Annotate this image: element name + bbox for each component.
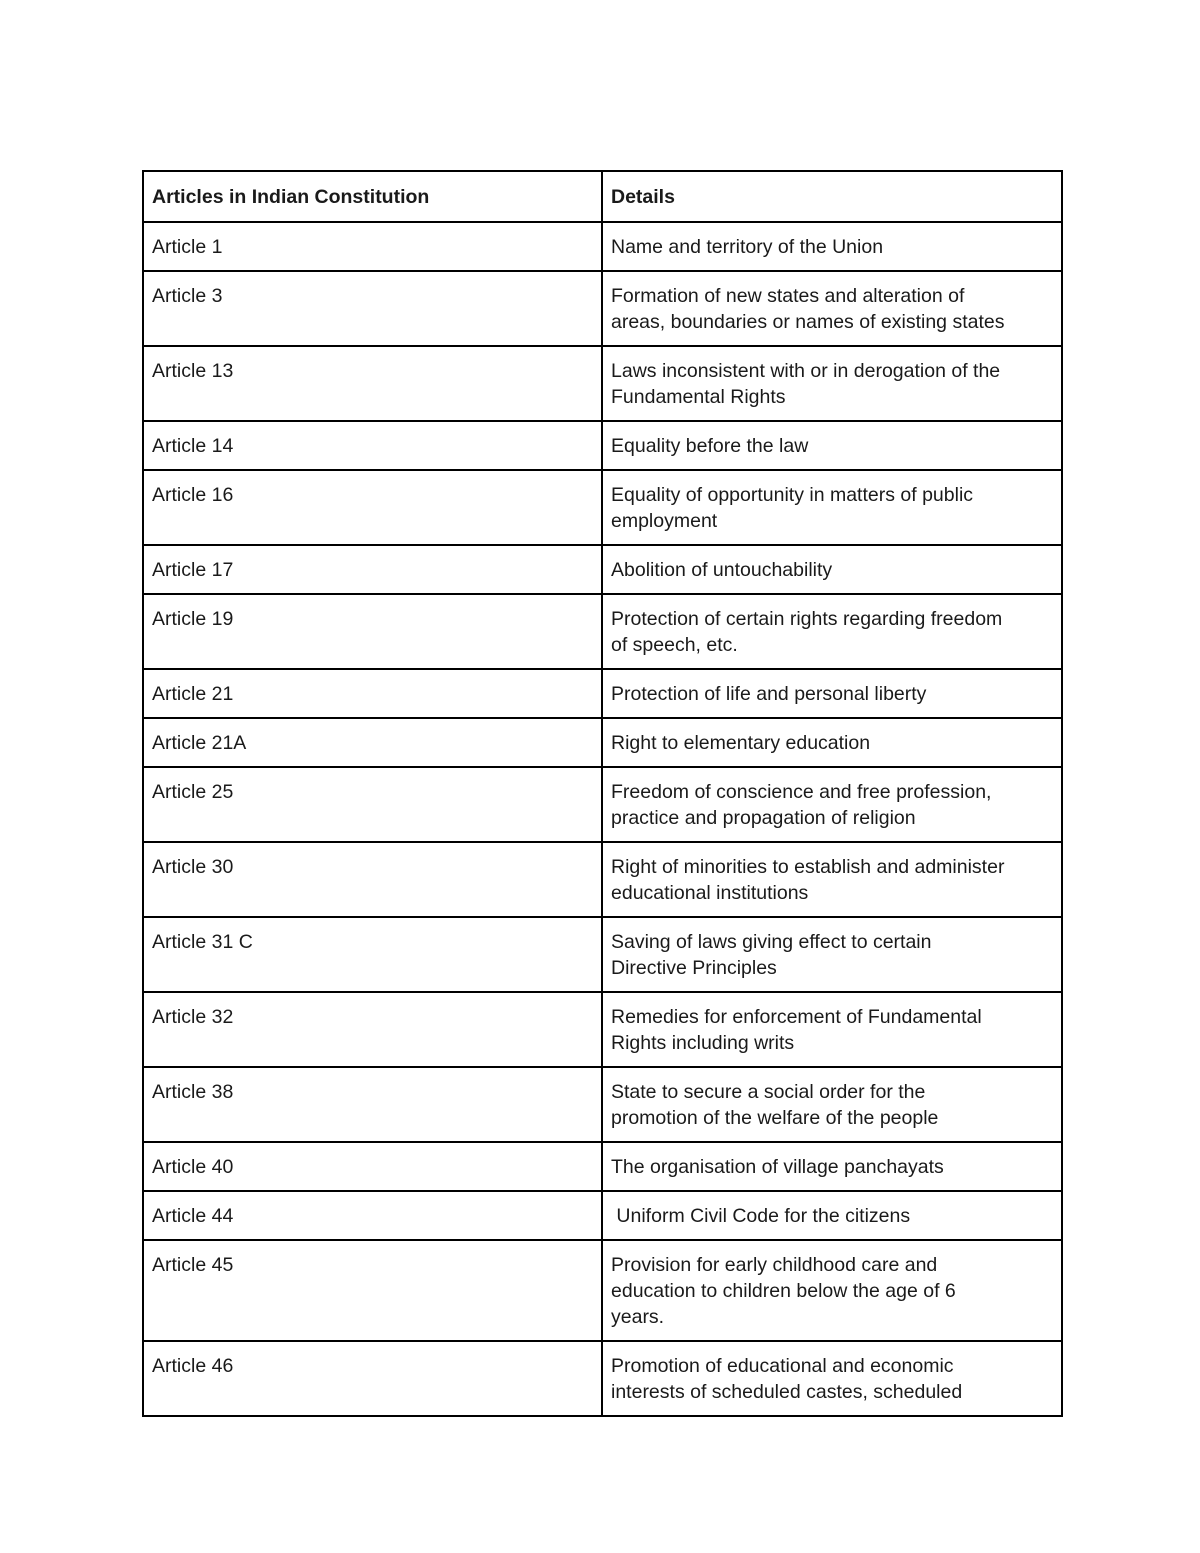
article-cell: Article 46 [143, 1341, 602, 1416]
table-row [143, 594, 1062, 669]
table-row [143, 421, 1062, 470]
details-cell: Name and territory of the Union [602, 222, 1062, 271]
table-row [143, 1191, 1062, 1240]
article-cell: Article 38 [143, 1067, 602, 1142]
article-cell: Article 45 [143, 1240, 602, 1341]
article-cell: Article 21 [143, 669, 602, 718]
header-details: Details [602, 171, 1062, 222]
table-row [143, 346, 1062, 421]
table-row [143, 718, 1062, 767]
article-cell: Article 1 [143, 222, 602, 271]
details-cell: Right of minorities to establish and administer educational institutions [602, 842, 1062, 917]
table-row [143, 669, 1062, 718]
articles-table [142, 170, 1063, 1417]
details-cell: Abolition of untouchability [602, 545, 1062, 594]
table-row [143, 917, 1062, 992]
table-row [143, 271, 1062, 346]
table-row [143, 1240, 1062, 1341]
details-cell: Provision for early childhood care and education to children below the age of 6 years. [602, 1240, 1062, 1341]
details-cell: State to secure a social order for the promotion of the welfare of the people [602, 1067, 1062, 1142]
article-cell: Article 16 [143, 470, 602, 545]
article-cell: Article 30 [143, 842, 602, 917]
article-cell: Article 3 [143, 271, 602, 346]
details-cell: Freedom of conscience and free profession, practice and propagation of religion [602, 767, 1062, 842]
details-cell: Saving of laws giving effect to certain Directive Principles [602, 917, 1062, 992]
details-cell: Formation of new states and alteration of areas, boundaries or names of existing states [602, 271, 1062, 346]
details-cell: Equality of opportunity in matters of public employment [602, 470, 1062, 545]
article-cell: Article 19 [143, 594, 602, 669]
details-cell: Equality before the law [602, 421, 1062, 470]
table-row [143, 1341, 1062, 1416]
header-articles: Articles in Indian Constitution [143, 171, 602, 222]
table-row [143, 222, 1062, 271]
table-body [143, 222, 1062, 1416]
details-cell: Remedies for enforcement of Fundamental Rights including writs [602, 992, 1062, 1067]
details-cell: The organisation of village panchayats [602, 1142, 1062, 1191]
article-cell: Article 13 [143, 346, 602, 421]
article-cell: Article 31 C [143, 917, 602, 992]
article-cell: Article 14 [143, 421, 602, 470]
article-cell: Article 17 [143, 545, 602, 594]
article-cell: Article 21A [143, 718, 602, 767]
table-row [143, 470, 1062, 545]
details-cell: Protection of certain rights regarding freedom of speech, etc. [602, 594, 1062, 669]
details-cell: Right to elementary education [602, 718, 1062, 767]
details-cell: Promotion of educational and economic interests of scheduled castes, scheduled [602, 1341, 1062, 1416]
table-row [143, 1067, 1062, 1142]
table-row [143, 842, 1062, 917]
details-cell: Uniform Civil Code for the citizens [602, 1191, 1062, 1240]
article-cell: Article 44 [143, 1191, 602, 1240]
table-row [143, 1142, 1062, 1191]
article-cell: Article 32 [143, 992, 602, 1067]
table-row [143, 767, 1062, 842]
table-header-row [143, 171, 1062, 222]
table-row [143, 992, 1062, 1067]
details-cell: Protection of life and personal liberty [602, 669, 1062, 718]
article-cell: Article 25 [143, 767, 602, 842]
details-cell: Laws inconsistent with or in derogation of the Fundamental Rights [602, 346, 1062, 421]
table-row [143, 545, 1062, 594]
article-cell: Article 40 [143, 1142, 602, 1191]
